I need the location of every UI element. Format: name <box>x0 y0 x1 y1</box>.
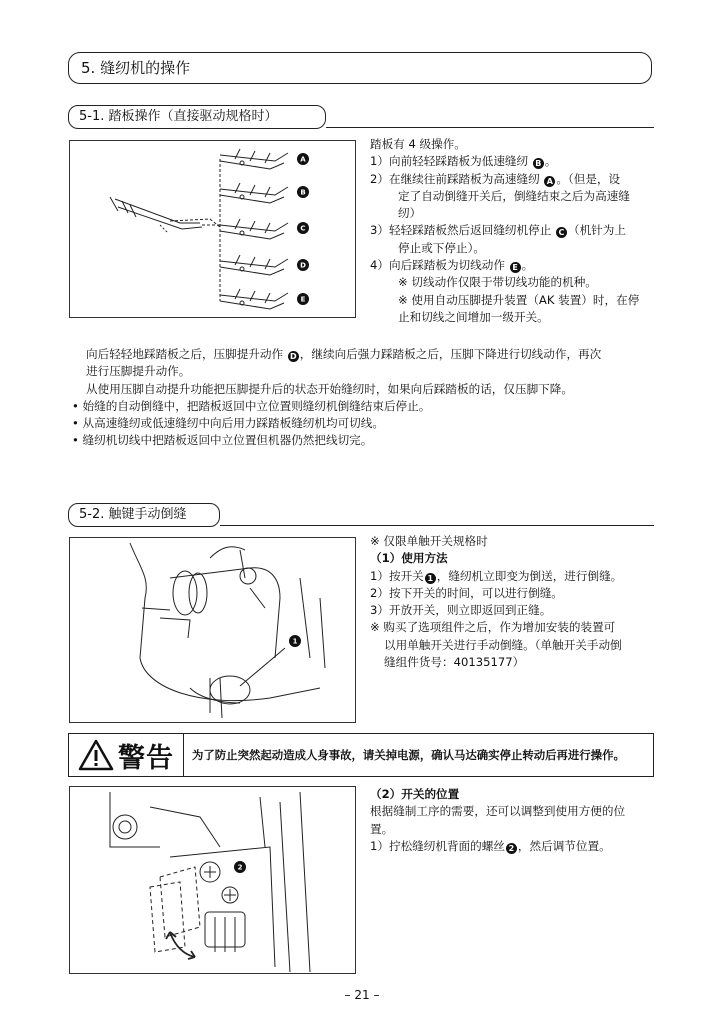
switch-diagram <box>70 538 355 722</box>
text-line <box>370 568 660 585</box>
text-run: 踏板有 4 级操作。 <box>370 137 466 151</box>
circled-label-icon: 2 <box>506 843 517 854</box>
text-line <box>370 550 660 567</box>
text-run: 2）按下开关的时间，可以进行倒缝。 <box>370 585 563 600</box>
text-line <box>370 153 660 170</box>
text-line <box>72 381 662 398</box>
reverse-usage <box>370 533 660 671</box>
warning-box <box>68 733 654 777</box>
text-line <box>370 654 660 671</box>
circled-label-icon: E <box>510 262 521 273</box>
text-line <box>370 838 660 855</box>
text-line <box>370 171 660 188</box>
text-line <box>370 821 660 838</box>
text-run: 。（但是，设 <box>556 171 621 186</box>
fig-label-d: D <box>300 261 306 270</box>
page-number: – 21 – <box>344 988 380 1002</box>
fig-label-2: 2 <box>237 863 243 872</box>
text-run: • 缝纫机切线中把踏板返回中立位置但机器仍然把线切完。 <box>72 433 373 448</box>
text-run: 进行压脚提升动作。 <box>86 364 191 379</box>
text-line <box>370 240 660 257</box>
circled-label-icon: D <box>288 351 299 362</box>
text-run: 置。 <box>370 821 394 836</box>
switch-figure <box>69 537 356 723</box>
text-run: 定了自动倒缝开关后，倒缝结束之后为高速缝 <box>398 188 630 203</box>
switch-position-diagram <box>70 787 355 973</box>
text-run: 向后轻轻地踩踏板之后，压脚提升动作 <box>86 347 287 361</box>
text-line <box>370 803 660 820</box>
warning-header <box>69 734 184 776</box>
text-run: ，继续向后强力踩踏板之后，压脚下降进行切线动作，再次 <box>299 347 602 361</box>
text-run: • 从高速缝纫或低速缝纫中向后用力踩踏板缝纫机均可切线。 <box>72 416 384 431</box>
warning-title: 警告 <box>118 742 174 774</box>
text-run: 1）向前轻轻踩踏板为低速缝纫 <box>370 154 532 169</box>
circled-label-icon: C <box>556 227 567 238</box>
text-run: ，缝纫机立即变为倒送，进行倒缝。 <box>436 568 623 583</box>
warning-triangle-icon <box>78 739 114 771</box>
text-run: ，然后调节位置。 <box>517 838 611 853</box>
text-line <box>370 222 660 239</box>
fig-label-c: C <box>300 224 306 233</box>
warning-text: 为了防止突然起动造成人身事故，请关掉电源，确认马达确实停止转动后再进行操作。 <box>192 748 625 762</box>
switch-position-text <box>370 786 660 855</box>
chapter-title: 5. 缝纫机的操作 <box>68 52 652 84</box>
text-line <box>370 257 660 274</box>
section-title-pedal: 5-1. 踏板操作（直接驱动规格时） <box>68 105 326 129</box>
text-line <box>370 136 660 153</box>
text-run: ※ 购买了选项组件之后，作为增加安装的装置可 <box>370 620 616 635</box>
circled-label-icon: B <box>533 158 544 169</box>
text-run: 缝组件货号：40135177） <box>384 655 525 670</box>
text-run: 1）拧松缝纫机背面的螺丝 <box>370 838 505 853</box>
text-line <box>370 786 660 803</box>
circled-label-icon: A <box>544 176 555 187</box>
text-line <box>370 205 660 222</box>
section-rule <box>326 127 654 128</box>
switch-position-figure <box>69 786 356 974</box>
text-run: （2）开关的位置 <box>370 787 460 801</box>
fig-label-1: 1 <box>292 637 298 646</box>
text-line <box>370 309 660 326</box>
text-line <box>72 363 662 380</box>
text-run: 停止或下停止）。 <box>398 240 485 255</box>
text-run: • 始缝的自动倒缝中，把踏板返回中立位置则缝纫机倒缝结束后停止。 <box>72 398 431 413</box>
text-run: （1）使用方法 <box>370 551 448 566</box>
fig-label-a: A <box>300 155 306 164</box>
text-run: ※ 使用自动压脚提升装置（AK 装置）时，在停 <box>398 292 640 307</box>
text-line <box>72 346 662 363</box>
text-line <box>370 274 660 291</box>
text-line <box>370 533 660 550</box>
section-rule <box>220 525 654 526</box>
text-run: 止和切线之间增加一级开关。 <box>398 309 549 324</box>
text-run: 从使用压脚自动提升功能把压脚提升后的状态开始缝纫时，如果向后踩踏板的话，仅压脚下降。 <box>86 381 573 396</box>
pedal-figure <box>69 140 356 318</box>
text-run: ※ 切线动作仅限于带切线功能的机种。 <box>398 275 597 290</box>
text-line <box>72 398 662 415</box>
text-line <box>370 585 660 602</box>
text-run: 纫） <box>398 206 422 221</box>
text-run: 以用单触开关进行手动倒缝。（单触开关手动倒 <box>384 637 622 652</box>
text-run: 1）按开关 <box>370 568 424 583</box>
fig-label-b: B <box>300 188 306 197</box>
text-run: 2）在继续往前踩踏板为高速缝纫 <box>370 171 544 186</box>
text-line <box>370 188 660 205</box>
text-run: 。 <box>544 154 557 169</box>
text-line <box>72 432 662 449</box>
text-run: ※ 仅限单触开关规格时 <box>370 534 488 548</box>
text-run: 3）轻轻踩踏板然后返回缝纫机停止 <box>370 223 555 238</box>
pedal-description <box>370 136 660 326</box>
pedal-notes <box>72 346 662 450</box>
text-run: 。 <box>521 258 534 273</box>
fig-label-e: E <box>300 295 306 304</box>
circled-label-icon: 1 <box>425 573 436 584</box>
text-line <box>370 292 660 309</box>
text-run: 3）开放开关，则立即返回到正缝。 <box>370 603 552 618</box>
text-line <box>370 602 660 619</box>
text-run: （机针为上 <box>567 223 626 238</box>
pedal-diagram <box>70 141 355 317</box>
text-line <box>72 415 662 432</box>
text-run: 根据缝制工序的需要，还可以调整到使用方便的位 <box>370 804 626 819</box>
section-title-reverse: 5-2. 触键手动倒缝 <box>68 503 220 527</box>
text-line <box>370 619 660 636</box>
text-line <box>370 637 660 654</box>
text-run: 4）向后踩踏板为切线动作 <box>370 258 509 273</box>
